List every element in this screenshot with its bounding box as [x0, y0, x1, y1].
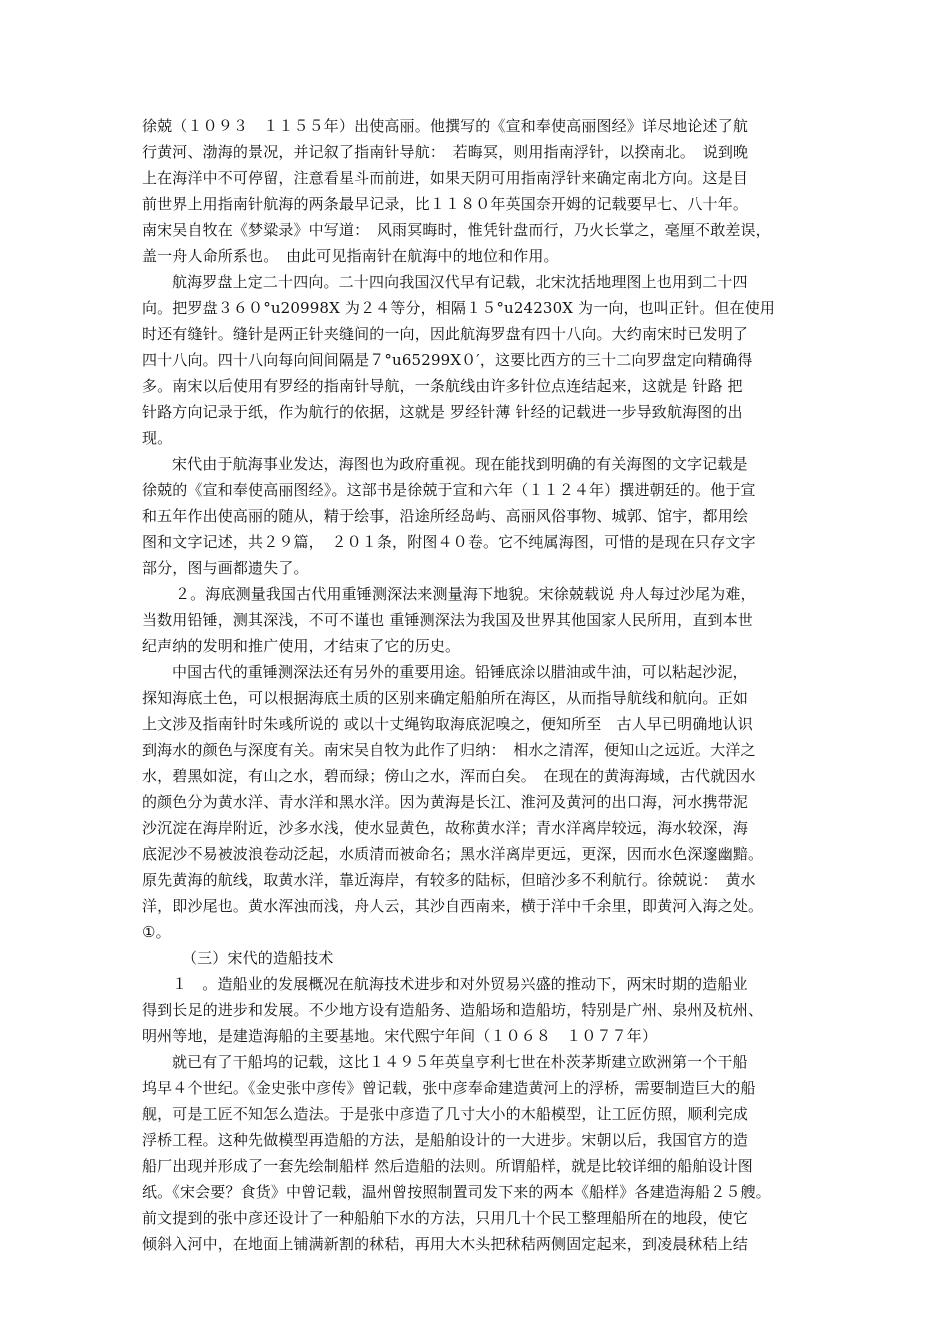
text-line: 盖一舟人命所系也。 由此可见指南针在航海中的地位和作用。 [142, 247, 559, 265]
text-line: 针路方向记录于纸，作为航行的依据，这就是 罗经针薄 针经的记载进一步导致航海图的出 [142, 403, 743, 421]
text-line: 行黄河、渤海的景况，并记叙了指南针导航： 若晦冥，则用指南浮针，以揆南北。 说到晚 [142, 143, 749, 161]
text-line: ２。海底测量我国古代用重锤测深法来测量海下地貌。宋徐兢载说 舟人每过沙尾为难， [175, 585, 756, 603]
text-line: 多。南宋以后使用有罗经的指南针导航，一条航线由许多针位点连结起来，这就是 针路 把 [142, 377, 743, 395]
text-line: 徐兢的《宣和奉使高丽图经》。这部书是徐兢于宣和六年（１１２４年）撰进朝廷的。他于宣 [142, 481, 756, 499]
text-line: 就已有了干船坞的记载，这比１４９５年英皇亨利七世在朴茨茅斯建立欧洲第一个干船 [172, 1053, 748, 1071]
text-line: 时还有缝针。缝针是两正针夹缝间的一向，因此航海罗盘有四十八向。大约南宋时已发明了 [142, 325, 749, 343]
text-line: 明州等地，是建造海船的主要基地。宋代熙宁年间（１０６８ １０７７年） [142, 1027, 658, 1045]
text-line: 四十八向。四十八向每向间间隔是７°u65299X０′，这要比西方的三十二向罗盘定向精确得 [142, 351, 753, 369]
text-line: 水，碧黑如淀，有山之水，碧而绿；傍山之水，浑而白矣。 在现在的黄海海域，古代就因水 [142, 767, 756, 785]
text-line: 坞早４个世纪。《金史张中彦传》曾记载，张中彦奉命建造黄河上的浮桥，需要制造巨大的船 [142, 1079, 756, 1097]
text-line: 向。把罗盘３６０°u20998X 为２４等分，相隔１５°u24230X 为一向，也叫正针。但在使用 [142, 299, 776, 317]
text-line: 得到长足的进步和发展。不少地方设有造船务、造船场和造船坊，特别是广州、泉州及杭州、 [142, 1001, 764, 1019]
text-line: 部分，图与画都遗失了。 [142, 559, 309, 577]
text-line: 上文涉及指南针时朱彧所说的 或以十丈绳钩取海底泥嗅之，便知所至 古人早已明确地认识 [142, 715, 753, 733]
text-line: 宋代由于航海事业发达，海图也为政府重视。现在能找到明确的有关海图的文字记载是 [172, 455, 748, 473]
text-line: 浮桥工程。这种先做模型再造船的方法，是船舶设计的一大进步。宋朝以后，我国官方的造 [142, 1131, 749, 1149]
text-line: 前世界上用指南针航海的两条最早记录，比１１８０年英国奈开姆的记载要早七、八十年。 [142, 195, 749, 213]
text-line: 到海水的颜色与深度有关。南宋吴自牧为此作了归纳： 相水之清浑，便知山之远近。大洋之 [142, 741, 756, 759]
text-line: １ 。造船业的发展概况在航海技术进步和对外贸易兴盛的推动下，两宋时期的造船业 [172, 975, 748, 993]
text-line: 现。 [142, 429, 173, 447]
text-line: 洋，即沙尾也。黄水浑浊而浅，舟人云，其沙自西南来，横于洋中千余里，即黄河入海之处。 [142, 897, 764, 915]
text-line: 图和文字记述，共２９篇， ２０１条，附图４０卷。它不纯属海图，可惜的是现在只存文字 [142, 533, 756, 551]
text-line: 纪声纳的发明和推广使用，才结束了它的历史。 [142, 637, 461, 655]
text-line: 的颜色分为黄水洋、青水洋和黑水洋。因为黄海是长江、淮河及黄河的出口海，河水携带泥 [142, 793, 749, 811]
text-line: ①。 [142, 923, 171, 941]
text-line: 原先黄海的航线，取黄水洋，靠近海岸，有较多的陆标，但暗沙多不利航行。徐兢说： 黄水 [142, 871, 756, 889]
text-line: 舰，可是工匠不知怎么造法。于是张中彦造了几寸大小的木船模型，让工匠仿照，顺利完成 [142, 1105, 749, 1123]
text-line: 沙沉淀在海岸附近，沙多水浅，使水显黄色，故称黄水洋；青水洋离岸较远，海水较深，海 [142, 819, 749, 837]
text-line: 和五年作出使高丽的随从，精于绘事，沿途所经岛屿、高丽风俗事物、城郭、馆宇，都用绘 [142, 507, 749, 525]
text-line: 纸。《宋会要？食货》中曾记载，温州曾按照制置司发下来的两本《船样》各建造海船２５艘。 [142, 1183, 771, 1201]
document-body [142, 113, 812, 1257]
text-line: 徐兢（１０９３ １１５５年）出使高丽。他撰写的《宣和奉使高丽图经》详尽地论述了航 [142, 117, 749, 135]
text-line: 底泥沙不易被波浪卷动泛起，水质清而被命名；黑水洋离岸更远，更深，因而水色深邃幽黯。 [142, 845, 764, 863]
text-line: （三）宋代的造船技术 [182, 949, 334, 967]
text-line: 当数用铅锤，测其深浅，不可不谨也 重锤测深法为我国及世界其他国家人民所用，直到本世 [142, 611, 753, 629]
text-line: 船厂出现并形成了一套先绘制船样 然后造船的法则。所谓船样，就是比较详细的船舶设计图 [142, 1157, 753, 1175]
text-line: 航海罗盘上定二十四向。二十四向我国汉代早有记载，北宋沈括地理图上也用到二十四 [172, 273, 748, 291]
text-line: 上在海洋中不可停留，注意看星斗而前进，如果天阴可用指南浮针来确定南北方向。这是目 [142, 169, 749, 187]
text-line: 前文提到的张中彦还设计了一种船舶下水的方法，只用几十个民工整理船所在的地段，使它 [142, 1209, 749, 1227]
text-line: 南宋吴自牧在《梦粱录》中写道： 风雨冥晦时，惟凭针盘而行，乃火长掌之，毫厘不敢差误， [142, 221, 771, 239]
text-line: 倾斜入河中，在地面上铺满新割的秫秸，再用大木头把秫秸两侧固定起来，到凌晨秫秸上结 [142, 1235, 749, 1253]
text-line: 探知海底土色，可以根据海底土质的区别来确定船舶所在海区，从而指导航线和航向。正如 [142, 689, 749, 707]
text-line: 中国古代的重锤测深法还有另外的重要用途。铅锤底涂以腊油或牛油，可以粘起沙泥， [172, 663, 748, 681]
